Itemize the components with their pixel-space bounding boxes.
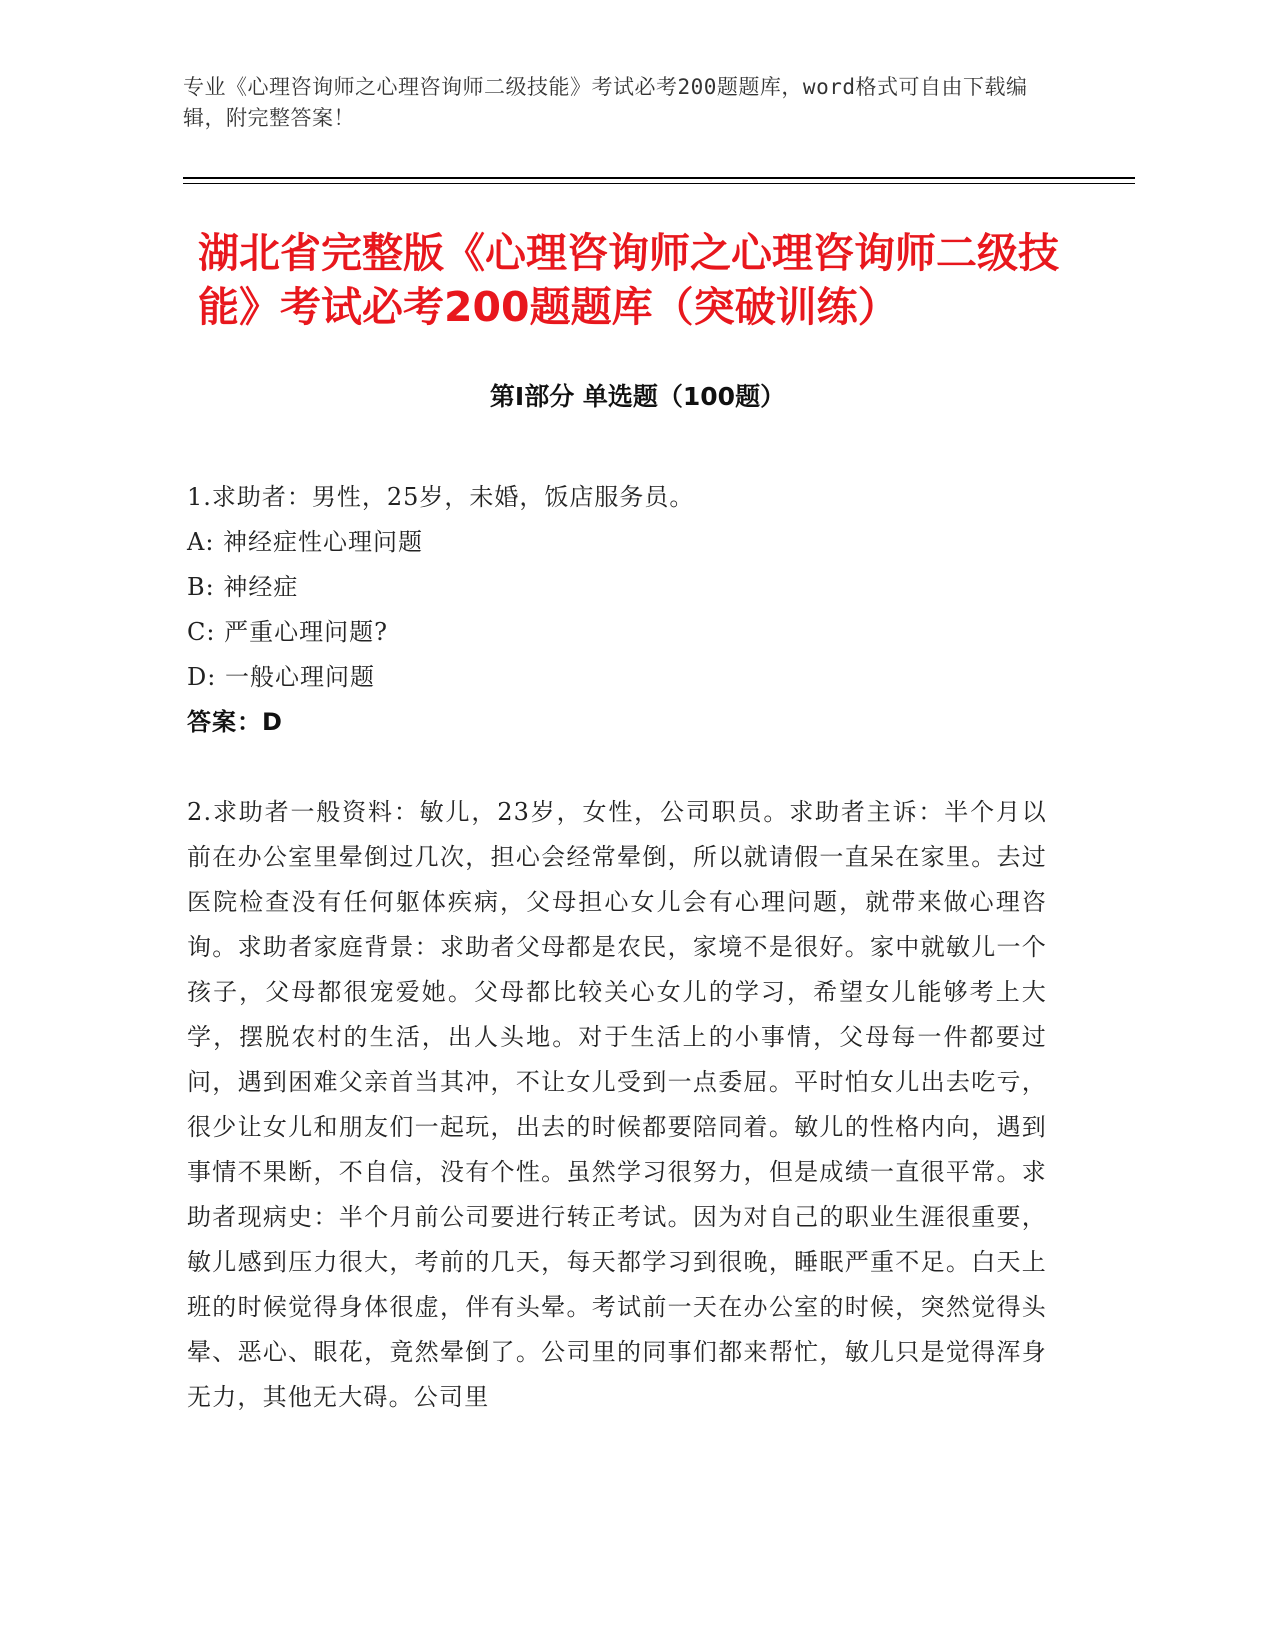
question-1-stem: 1.求助者：男性，25岁，未婚，饭店服务员。 [187, 483, 695, 511]
question-1-option-b: B: 神经症 [187, 573, 299, 601]
question-1-option-a: A: 神经症性心理问题 [187, 528, 424, 556]
header-divider-thin [183, 183, 1135, 184]
header-note: 专业《心理咨询师之心理咨询师二级技能》考试必考200题题库，word格式可自由下载编辑，附完整答案！ [183, 75, 1028, 130]
question-1-option-d: D: 一般心理问题 [187, 663, 375, 691]
question-1 [187, 475, 1047, 745]
question-2-stem: 2.求助者一般资料：敏儿，23岁，女性，公司职员。求助者主诉：半个月以前在办公室里晕倒过几次，担心会经常晕倒，所以就请假一直呆在家里。去过医院检查没有任何躯体疾病，父母担心女儿会有心理问题，就带来做心理咨询。求助者家庭背景：求助者父母都是农民，家境不是很好。家中就敏儿一个孩子，父母都很宠爱她。父母都比较关心女儿的学习，希望女儿能够考上大学，摆脱农村的生活，出人头地。对于生活上的小事情，父母每一件都要过问，遇到困难父亲首当其冲，不让女儿受到一点委屈。平时怕女儿出去吃亏，很少让女儿和朋友们一起玩，出去的时候都要陪同着。敏儿的性格内向，遇到事情不果断，不自信，没有个性。虽然学习很努力，但是成绩一直很平常。求助者现病史：半个月前公司要进行转正考试。因为对自己的职业生涯很重要，敏儿感到压力很大，考前的几天，每天都学习到很晚，睡眠严重不足。白天上班的时候觉得身体很虚，伴有头晕。考试前一天在办公室的时候，突然觉得头晕、恶心、眼花，竟然晕倒了。公司里的同事们都来帮忙，敏儿只是觉得浑身无力，其他无大碍。公司里 [187, 798, 1047, 1411]
question-1-answer: 答案：D [187, 708, 283, 736]
section-title: 第Ⅰ部分 单选题（100题） [489, 382, 786, 411]
header-divider-thick [183, 177, 1135, 179]
document-title: 湖北省完整版《心理咨询师之心理咨询师二级技能》考试必考200题题库（突破训练） [198, 229, 1059, 331]
question-1-option-c: C: 严重心理问题? [187, 618, 388, 646]
